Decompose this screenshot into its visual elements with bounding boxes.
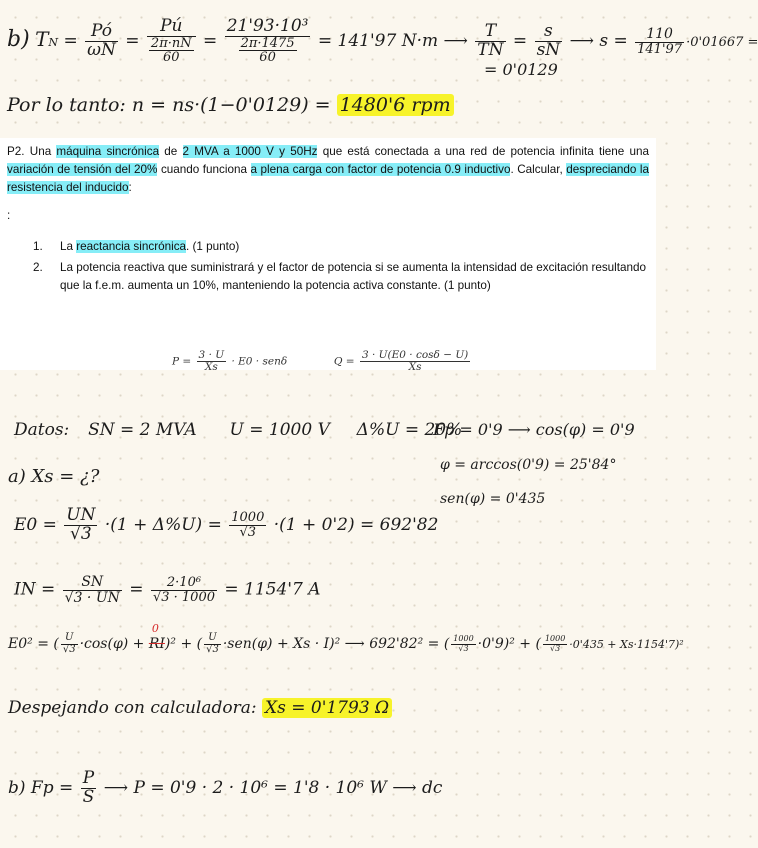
e0-equation: E0 = $\frac{UN}{√3}$ ·(1 + Δ%U) = $\frac{1000}{√3}$ ·(1 + 0'2) = 692'82 (14, 505, 439, 544)
datos-label: Datos: (14, 420, 70, 440)
part-b-power-line: b) Fp = $\frac{P}{S}$ ⟶ P = 0'9 · 2 · 10⁶ = 1'8 · 10⁶ W ⟶ dc (8, 768, 443, 807)
phasor-equation: E0² = ( $\frac{U}{√3}$ ·cos(φ) + 0 RI)² + ( $\frac{U}{√3}$ ·sen(φ) + Xs · I)² ⟶ 692'82² = ( $\frac{1000}{√3}$ ·0'9)² + ( $\frac{1000}{√3}$ ·0'435 + Xs·1154'7)² (8, 622, 684, 655)
datos-u: U = 1000 V (229, 420, 330, 440)
datos-fp: Fp = 0'9 ⟶ cos(φ) = 0'9 (433, 420, 635, 439)
power-formulas: P = $\frac{3 \cdot U}{Xs}$ · E0 · senδ Q = $\frac{3 \cdot U(E0 \cdot \cos\delta - U)}{Xs}$ (172, 349, 469, 374)
correction-zero: 0 (151, 622, 159, 635)
conclusion-prefix: Por lo tanto: n = ns·(1−0'0129) = (7, 94, 331, 116)
torque-symbol: T (35, 27, 49, 52)
question-list (33, 238, 649, 298)
fraction-p-over-2pin: $\frac{Pú}{\frac{2\pi\cdot nN}{60}}$ (147, 18, 196, 65)
datos-sn: SN = 2 MVA (88, 420, 197, 440)
part-b-label: b) (7, 27, 30, 53)
datos-du: Δ%U = 20% (356, 420, 463, 440)
torque-result: = 141'97 N·m ⟶ (317, 31, 468, 52)
fraction-s-over-sn: $\frac{s}{sN}$ (536, 21, 561, 61)
problem-statement-card (0, 138, 656, 374)
question-item-2: 2. La potencia reactiva que suministrará y el factor de potencia si se aumenta la intensidad de excitación resultando que la f.e.m. aumenta un 10%, manteniendo la potencia activa constante. (1 punto) (33, 261, 647, 292)
calculator-prefix: Despejando con calculadora: (8, 698, 257, 718)
fraction-numeric-torque: $\frac{\text{21'93·10³}}{\frac{2\pi\cdot 1475}{60}}$ (226, 16, 309, 66)
slip-result: = 0'0129 (484, 60, 558, 79)
torque-subscript: N (48, 36, 59, 50)
conclusion-line (7, 94, 454, 116)
stray-colon: : (7, 209, 11, 222)
slip-arrow: ⟶ s = (569, 31, 628, 52)
part-b-torque-line: b) TN = $\frac{Pó}{\omega N}$ = $\frac{Pú}{\frac{2\pi\cdot nN}{60}}$ = $\frac{\text{21'93·10³}}{\frac{2\pi\cdot 1475}{60}}$ = 141'97 N·m ⟶ $\frac{T}{TN}$ = $\frac{s}{sN}$ ⟶ s = $\frac{110}{141'97}$ ·0'01667 = (7, 16, 758, 66)
crossed-ri: RI (148, 636, 165, 652)
in-equation: IN = $\frac{SN}{√3 \cdot UN}$ = $\frac{\text{2·10⁶}}{√3 \cdot 1000}$ = 1154'7 A (14, 574, 321, 606)
fraction-slip-value: $\frac{110}{141'97}$ (637, 25, 683, 57)
xs-result-highlight: Xs = 0'1793 Ω (262, 698, 392, 718)
part-a-question: a) Xs = ¿? (8, 466, 100, 487)
slip-times: ·0'01667 = (686, 35, 758, 51)
datos-line (14, 420, 462, 440)
calculator-line (8, 698, 392, 718)
question-item-1: 1. La reactancia sincrónica. (1 punto) (33, 240, 240, 253)
datos-sen: sen(φ) = 0'435 (440, 491, 546, 507)
fraction-p-over-omega: $\frac{Pó}{\omega N}$ (87, 21, 116, 61)
fraction-t-over-tn: $\frac{T}{TN}$ (477, 21, 504, 61)
datos-phi: φ = arccos(0'9) = 25'84° (440, 457, 617, 473)
problem-paragraph: P2. Una máquina sincrónica de 2 MVA a 1000 V y 50Hz que está conectada a una red de potencia infinita tiene una variación de tensión del 20% cuando funciona a plena carga con factor de potencia 0.9 inductivo. Calcular, despreciando la resistencia del inducido: (7, 145, 649, 194)
conclusion-rpm-highlight: 1480'6 rpm (337, 94, 454, 116)
